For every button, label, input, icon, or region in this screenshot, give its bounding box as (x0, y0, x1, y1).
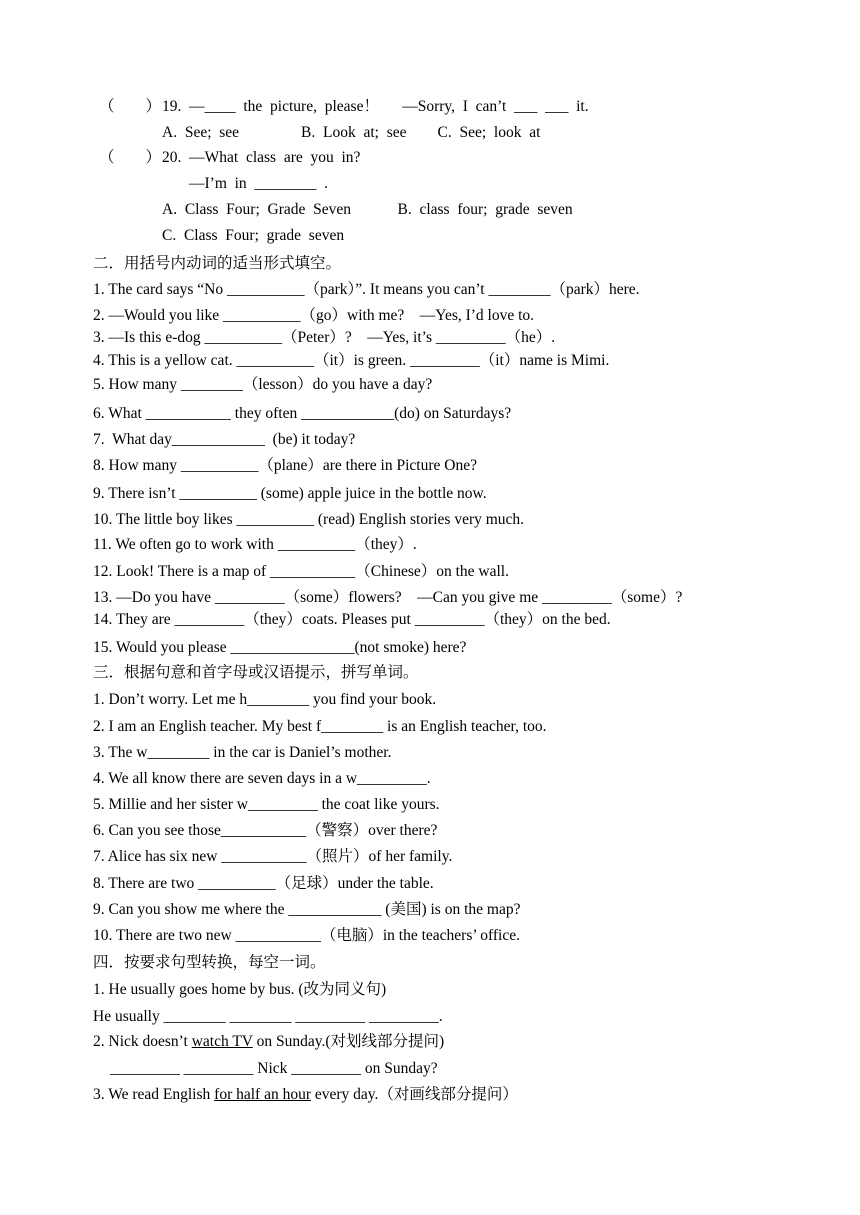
s4-q3-post: every day.（对画线部分提问） (311, 1086, 518, 1103)
s2-item: 14. They are _________（they）coats. Pleases put _________（they）on the bed. (93, 611, 611, 628)
s3-item: 5. Millie and her sister w_________ the coat like yours. (93, 796, 440, 813)
s4-q3-pre: 3. We read English (93, 1086, 215, 1103)
s4-q2-post: on Sunday.(对划线部分提问) (252, 1033, 445, 1050)
q20-paren: （ ） (99, 149, 162, 166)
section3-heading: 三．根据句意和首字母或汉语提示，拼写单词。 (93, 664, 419, 681)
s2-item: 2. —Would you like __________（go）with me? —Yes, I’d love to. (93, 307, 535, 324)
s3-item: 10. There are two new ___________（电脑）in the teachers’ office. (93, 927, 520, 944)
s3-item: 4. We all know there are seven days in a w_________. (93, 770, 431, 787)
s2-item: 15. Would you please ________________(not smoke) here? (93, 639, 467, 656)
s4-q1-text: 1. He usually goes home by bus. (改为同义句) (93, 981, 387, 998)
s2-item: 4. This is a yellow cat. __________（it）is green. _________（it）name is Mimi. (93, 352, 610, 369)
q19-paren: （ ） (99, 98, 162, 115)
s3-item: 8. There are two __________（足球）under the table. (93, 875, 434, 892)
q20-answer-line: —I’m in ________ . (189, 175, 329, 192)
s3-item: 9. Can you show me where the ____________ (美国) is on the map? (93, 901, 521, 918)
s3-item: 6. Can you see those___________（警察）over there? (93, 822, 438, 839)
s2-item: 11. We often go to work with __________（they）. (93, 536, 417, 553)
s3-item: 3. The w________ in the car is Daniel’s mother. (93, 744, 392, 761)
s2-item: 7. What day____________ (be) it today? (93, 431, 356, 448)
section4-heading: 四．按要求句型转换，每空一词。 (93, 954, 326, 971)
s2-item: 1. The card says “No __________（park）”. It means you can’t ________（park）here. (93, 281, 640, 298)
s3-item: 2. I am an English teacher. My best f________ is an English teacher, too. (93, 718, 547, 735)
q20-options-ab: A. Class Four; Grade Seven B. class four; grade seven (162, 201, 573, 218)
s2-item: 8. How many __________（plane）are there in Picture One? (93, 457, 477, 474)
s2-item: 5. How many ________（lesson）do you have a day? (93, 376, 433, 393)
s4-q2-underlined: watch TV (191, 1033, 253, 1050)
s4-q2-pre: 2. Nick doesn’t (93, 1033, 192, 1050)
s3-item: 7. Alice has six new ___________（照片）of her family. (93, 848, 453, 865)
s4-q1-answer: He usually ________ ________ _________ _________. (93, 1008, 443, 1025)
q19-options: A. See; see B. Look at; see C. See; look at (162, 124, 541, 141)
s3-item: 1. Don’t worry. Let me h________ you find your book. (93, 691, 437, 708)
s2-item: 12. Look! There is a map of ___________（Chinese）on the wall. (93, 563, 509, 580)
s4-q3-text (93, 1085, 518, 1105)
q20-question: 20. —What class are you in? (162, 149, 361, 166)
s2-item: 6. What ___________ they often ____________(do) on Saturdays? (93, 405, 512, 422)
s4-q3-underlined: for half an hour (214, 1086, 311, 1103)
s4-q2-text (93, 1032, 444, 1052)
s2-item: 9. There isn’t __________ (some) apple juice in the bottle now. (93, 485, 487, 502)
s2-item: 10. The little boy likes __________ (read) English stories very much. (93, 511, 525, 528)
s4-q2-answer: _________ _________ Nick _________ on Sunday? (110, 1060, 438, 1077)
section2-heading: 二．用括号内动词的适当形式填空。 (93, 255, 342, 272)
q20-option-c: C. Class Four; grade seven (162, 227, 345, 244)
s2-item: 3. —Is this e-dog __________（Peter）? —Yes, it’s _________（he）. (93, 329, 556, 346)
s2-item: 13. —Do you have _________（some）flowers? —Can you give me _________（some）? (93, 589, 683, 606)
q19-question: 19. —____ the picture, please！ —Sorry, I can’t ___ ___ it. (162, 98, 589, 115)
